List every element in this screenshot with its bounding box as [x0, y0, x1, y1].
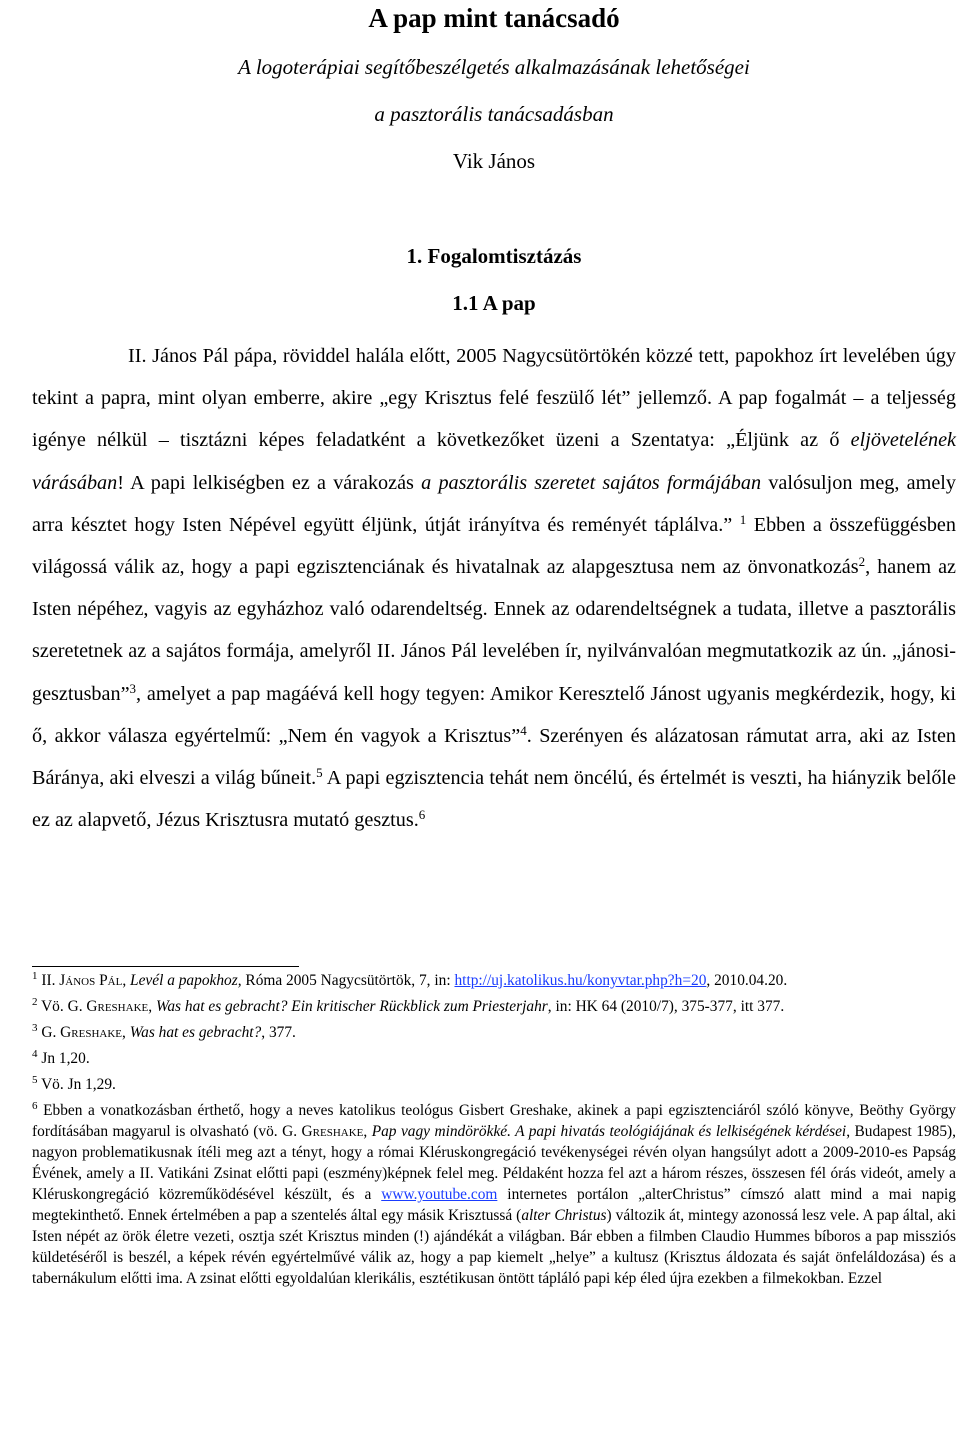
paragraph-run: . Szerényen és alázatosan rámutat arra, aki az Isten Báránya, aki elveszi a világ bűneit.	[32, 724, 957, 790]
footnote-text: Ebben a vonatkozásban érthető, hogy a neves katolikus teológus Gisbert Greshake, akinek a papi egzisztenciáról szóló könyve, Beöthy György fordításában magyarul is olvasható (vö. G.	[32, 1102, 956, 1140]
section-heading-1: 1. Fogalomtisztázás	[406, 244, 582, 268]
footnote-text: , Budapest 1985), nagyon problematikusnak ítéli meg azt a tényt, hogy a római Kléruskongregáció tevékenységei révén olyan hangsúlyt adott a 2009-2010-es Papság Évének, amely a II. Vatikáni Zsinat előtti papi (eszmény)képnek felel meg. Példaként hozza fel azt a három részes, összesen fél órás videót, amely a Kléruskongregáció közreműködésével készült, és a	[32, 1123, 957, 1203]
footnote-6	[32, 1100, 956, 1289]
footnote-text: II.	[37, 972, 60, 989]
footnote-link[interactable]: http://uj.katolikus.hu/konyvtar.php?h=20	[454, 972, 707, 989]
footnotes	[32, 970, 956, 1294]
paragraph-run: , hanem az Isten népéhez, vagyis az egyházhoz való odarendeltség. Ennek az odarendeltségnek a tudata, illetve a pasztorális szeretetnek az a sajátos formája, amelyről II. János Pál levelében ír, nyilvánvalóan megmutatkozik az ún. „jánosi-gesztusban”	[32, 556, 957, 705]
footnote-work-title: Was hat es gebracht? Ein kritischer Rückblick zum Priesterjahr	[155, 998, 548, 1015]
document-author: Vik János	[452, 149, 536, 173]
footnote-number: 4	[32, 1048, 38, 1060]
footnote-1	[32, 970, 956, 991]
document-title: A pap mint tanácsadó	[368, 3, 620, 33]
document-subtitle-line1: A logoterápiai segítőbeszélgetés alkalmazásának lehetőségei	[238, 55, 750, 79]
paragraph-italic-run: eljövetelének várásában	[32, 429, 956, 494]
footnote-text: Jn 1,20.	[37, 1050, 90, 1067]
footnote-text: ,	[122, 972, 131, 989]
footnote-text: , 2010.04.20.	[706, 972, 788, 989]
paragraph-run: ! A papi lelkiségben ez a várakozás	[117, 471, 422, 494]
footnote-author: Greshake	[60, 1024, 123, 1041]
footnote-author: Greshake	[301, 1123, 364, 1140]
footnote-text: Vö. G.	[37, 998, 87, 1015]
footnote-ref-6[interactable]: 6	[418, 807, 426, 823]
section-heading-1-1: 1.1 A pap	[452, 291, 536, 315]
footnote-3	[32, 1022, 956, 1043]
footnote-5	[32, 1074, 956, 1095]
footnote-author: Greshake	[86, 998, 149, 1015]
paragraph-italic-run: a pasztorális szeretet sajátos formájában	[421, 471, 762, 494]
document-subtitle-line2: a pasztorális tanácsadásban	[374, 102, 614, 126]
footnote-text: internetes portálon „alterChristus” címszó alatt mind a mai napig megtekinthető. Ennek értelmében a pap a szentelés által egy másik Krisztussá (	[32, 1186, 956, 1224]
footnote-work-title: Levél a papokhoz,	[130, 972, 242, 989]
footnote-ref-2[interactable]: 2	[858, 554, 866, 570]
paragraph-run: valósuljon meg, amely arra késztet hogy Isten Népével együtt éljünk, útját irányítva és reményét táplálva.”	[32, 471, 956, 536]
footnote-work-title: Was hat es gebracht?	[129, 1024, 262, 1041]
paragraph-run: II. János Pál pápa, röviddel halála előtt, 2005 Nagycsütörtökén közzé tett, papokhoz írt levelében úgy tekint a papra, mint olyan emberre, akire „egy Krisztus felé feszülő lét” jellemző. A pap fogalmát – a teljesség igénye nélkül – tisztázni képes feladatként a következőket üzeni a Szentatya: „Éljünk az ő	[32, 345, 956, 452]
footnote-ref-3[interactable]: 3	[129, 680, 137, 696]
footnote-number: 1	[32, 970, 38, 982]
paragraph-text	[32, 335, 956, 841]
footnote-text: ,	[363, 1123, 372, 1140]
footnote-ref-5[interactable]: 5	[316, 765, 323, 781]
paragraph-run: , amelyet a pap magáévá kell hogy tegyen: Amikor Keresztelő Jánost ugyanis megkérdezik, hogy, ki ő, akkor válasza egyértelmű: „Nem én vagyok a Krisztus”	[32, 682, 956, 747]
footnote-work-title: Pap vagy mindörökké. A papi hivatás teológiájának és lelkiségének kérdései	[371, 1123, 847, 1140]
footnote-4	[32, 1048, 956, 1069]
footnote-text: , in: HK 64 (2010/7), 375-377, itt 377.	[547, 998, 785, 1015]
footnote-number: 3	[32, 1022, 38, 1034]
footnote-text: Róma 2005 Nagycsütörtök, 7, in:	[241, 972, 455, 989]
footnote-number: 6	[32, 1100, 38, 1112]
paragraph-run: Ebben a összefüggésben világossá válik az, hogy a papi egzisztenciának és hivatalnak az alapgesztusa nem az önvonatkozás	[32, 513, 956, 579]
paragraph-run: A papi egzisztencia tehát nem öncélú, és értelmét is veszti, ha hiányzik belőle ez az alapvető, Jézus Krisztusra mutató gesztus.	[32, 767, 956, 832]
footnote-ref-4[interactable]: 4	[520, 722, 527, 738]
footnote-link[interactable]: www.youtube.com	[381, 1186, 498, 1203]
footnote-author: János Pál	[59, 972, 123, 989]
document-page	[32, 0, 957, 1287]
footnote-divider	[32, 966, 299, 967]
footnote-text: , 377.	[261, 1024, 296, 1041]
footnote-text: ) változik át, mintegy azonossá lesz vele. A pap által, aki Isten népét az örök életre vezeti, osztja szét Krisztus minden (!) ajándékát a világban. Bár ebben a filmben Claudio Hummes bíboros a pap missziós küldetéséről is beszél, a képek révén egyértelművé válik az, hogy a pap kiemelt „helye” a kultusz (Krisztus áldozata és saját önfeláldozása) és a tabernákulum előtti ima. A zsinat előtti egyoldalúan klerikális, esztétikusan öntött tápláló papi kép éled újra ezekben a filmekokban. Ezzel	[32, 1207, 956, 1287]
footnote-number: 2	[32, 996, 38, 1008]
footnote-2	[32, 996, 956, 1017]
footnote-text: ,	[122, 1024, 130, 1041]
footnote-text: ,	[148, 998, 156, 1015]
footnote-number: 5	[32, 1074, 38, 1086]
footnote-italic-term: alter Christus	[521, 1207, 607, 1224]
footnote-text: G.	[37, 1024, 61, 1041]
main-paragraph	[32, 335, 956, 841]
footnote-text: Vö. Jn 1,29.	[37, 1076, 116, 1093]
footnote-ref-1[interactable]: 1	[739, 511, 747, 527]
